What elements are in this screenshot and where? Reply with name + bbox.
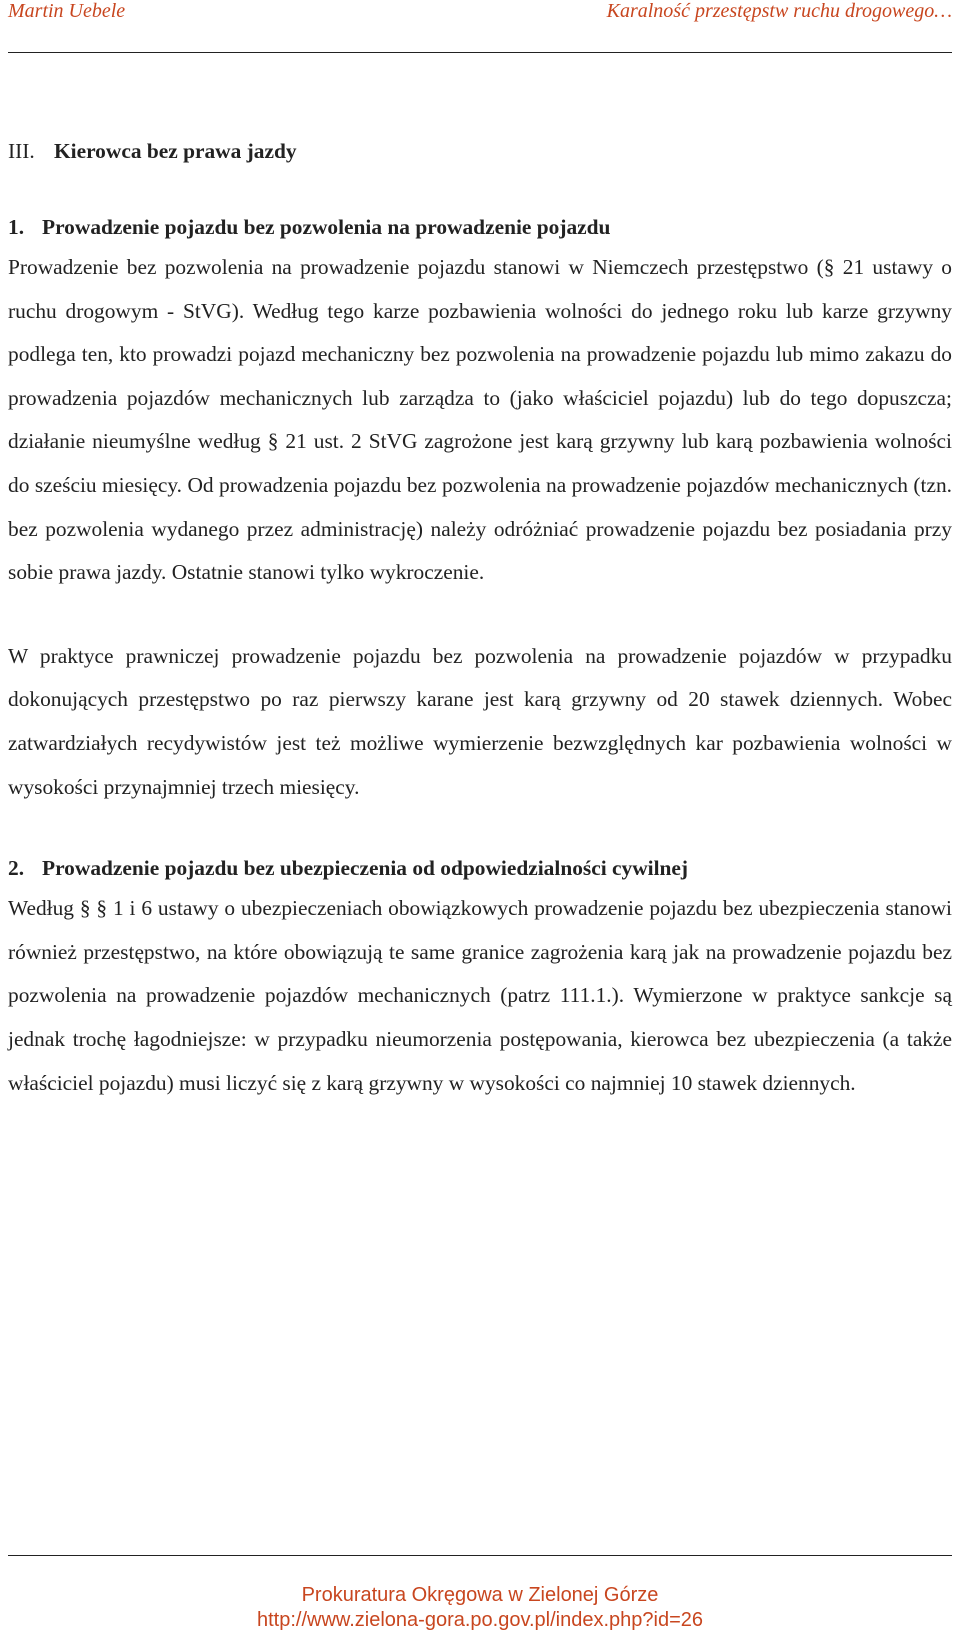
document-body	[8, 136, 952, 1105]
subsection-2-title: Prowadzenie pojazdu bez ubezpieczenia od odpowiedzialności cywilnej	[42, 856, 689, 881]
header-title: Karalność przestępstw ruchu drogowego…	[606, 0, 952, 22]
footer-organization: Prokuratura Okręgowa w Zielonej Górze	[301, 1584, 659, 1606]
header-author: Martin Uebele	[8, 0, 126, 22]
subsection-1-paragraph-2: W praktyce prawniczej prowadzenie pojazdu bez pozwolenia na prowadzenie pojazdów w przypadku dokonujących przestępstwo po raz pierwszy karane jest karą grzywny od 20 stawek dziennych. Wobec zatwardziałych recydywistów jest też możliwe wymierzenie bezwzględnych kar pozbawienia wolności w wysokości przynajmniej trzech miesięcy.	[8, 643, 952, 799]
subsection-1-heading	[8, 212, 952, 242]
subsection-1-title: Prowadzenie pojazdu bez pozwolenia na prowadzenie pojazdu	[42, 215, 611, 239]
section-heading	[8, 136, 952, 166]
subsection-2-heading	[8, 853, 952, 883]
subsection-2-number: 2.	[8, 856, 25, 881]
subsection-2-paragraph-1: Według § § 1 i 6 ustawy o ubezpieczeniach obowiązkowych prowadzenie pojazdu bez ubezpieczenia stanowi również przestępstwo, na które obowiązują te same granice zagrożenia karą jak na prowadzenie pojazdu bez pozwolenia na prowadzenie pojazdów mechanicznych (patrz 111.1.). Wymierzone w praktyce sankcje są jednak trochę łagodniejsze: w przypadku nieumorzenia postępowania, kierowca bez ubezpieczenia (a także właściciel pojazdu) musi liczyć się z karą grzywny w wysokości co najmniej 10 stawek dziennych.	[8, 896, 952, 1095]
footer-url: http://www.zielona-gora.po.gov.pl/index.php?id=26	[256, 1609, 704, 1631]
subsection-1-paragraph-1: Prowadzenie bez pozwolenia na prowadzenie pojazdu stanowi w Niemczech przestępstwo (§ 21 ustawy o ruchu drogowym - StVG). Według tego karze pozbawienia wolności do jednego roku lub karze grzywny podlega ten, kto prowadzi pojazd mechaniczny bez pozwolenia na prowadzenie pojazdu lub mimo zakazu do prowadzenia pojazdów mechanicznych lub zarządza to (jako właściciel pojazdu) lub do tego dopuszcza; działanie nieumyślne według § 21 ust. 2 StVG zagrożone jest karą grzywny lub karą pozbawienia wolności do sześciu miesięcy. Od prowadzenia pojazdu bez pozwolenia na prowadzenie pojazdów mechanicznych (tzn. bez pozwolenia wydanego przez administrację) należy odróżniać prowadzenie pojazdu bez posiadania przy sobie prawa jazdy. Ostatnie stanowi tylko wykroczenie.	[8, 255, 952, 585]
page-header	[8, 0, 952, 30]
section-number: III.	[8, 139, 35, 163]
header-divider	[8, 52, 952, 53]
footer-divider	[8, 1555, 952, 1556]
section-title: Kierowca bez prawa jazdy	[54, 139, 297, 163]
subsection-1-number: 1.	[8, 215, 25, 239]
